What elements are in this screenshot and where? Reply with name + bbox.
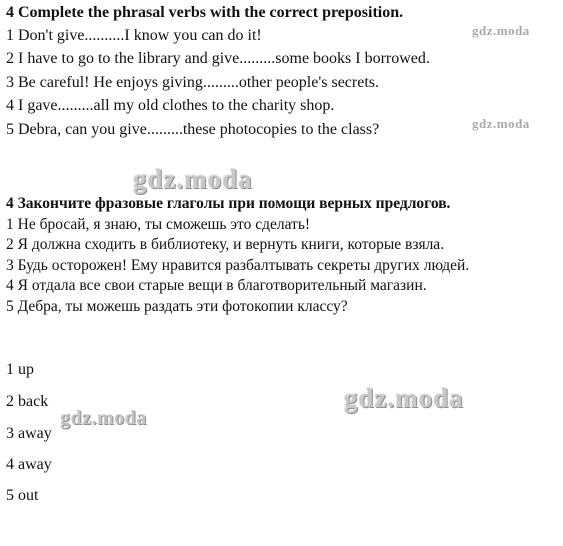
english-item-2: 2 I have to go to the library and give.........some books I borrowed. [6,50,430,67]
answer-5: 5 out [6,487,39,504]
russian-item-3: 3 Будь осторожен! Ему нравится разбалтывать секреты других людей. [6,257,470,274]
watermark-top-right-1: gdz.moda [472,23,530,38]
russian-item-2: 2 Я должна сходить в библиотеку, и вернуть книги, которые взяла. [6,236,445,253]
answer-4: 4 away [6,456,52,473]
russian-item-1: 1 Не бросай, я знаю, ты сможешь это сделать! [6,216,311,233]
watermark-right-large: gdz.moda [344,383,464,413]
english-item-4: 4 I gave.........all my old clothes to the charity shop. [6,97,335,114]
russian-heading: 4 Закончите фразовые глаголы при помощи верных предлогов. [6,195,451,212]
russian-item-5: 5 Дебра, ты можешь раздать эти фотокопии классу? [6,298,348,315]
answer-1: 1 up [6,361,34,378]
english-heading: 4 Complete the phrasal verbs with the correct preposition. [6,4,404,21]
watermark-center-large: gdz.moda [133,164,253,194]
answer-3: 3 away [6,425,52,442]
english-item-1: 1 Don't give..........I know you can do it! [6,27,262,44]
english-item-3: 3 Be careful! He enjoys giving.........other people's secrets. [6,74,379,91]
english-item-5: 5 Debra, can you give.........these photocopies to the class? [6,121,380,138]
watermark-top-right-2: gdz.moda [472,116,530,131]
answer-2: 2 back [6,393,49,410]
russian-item-4: 4 Я отдала все свои старые вещи в благотворительный магазин. [6,277,427,294]
watermark-left-mid: gdz.moda [60,407,147,429]
